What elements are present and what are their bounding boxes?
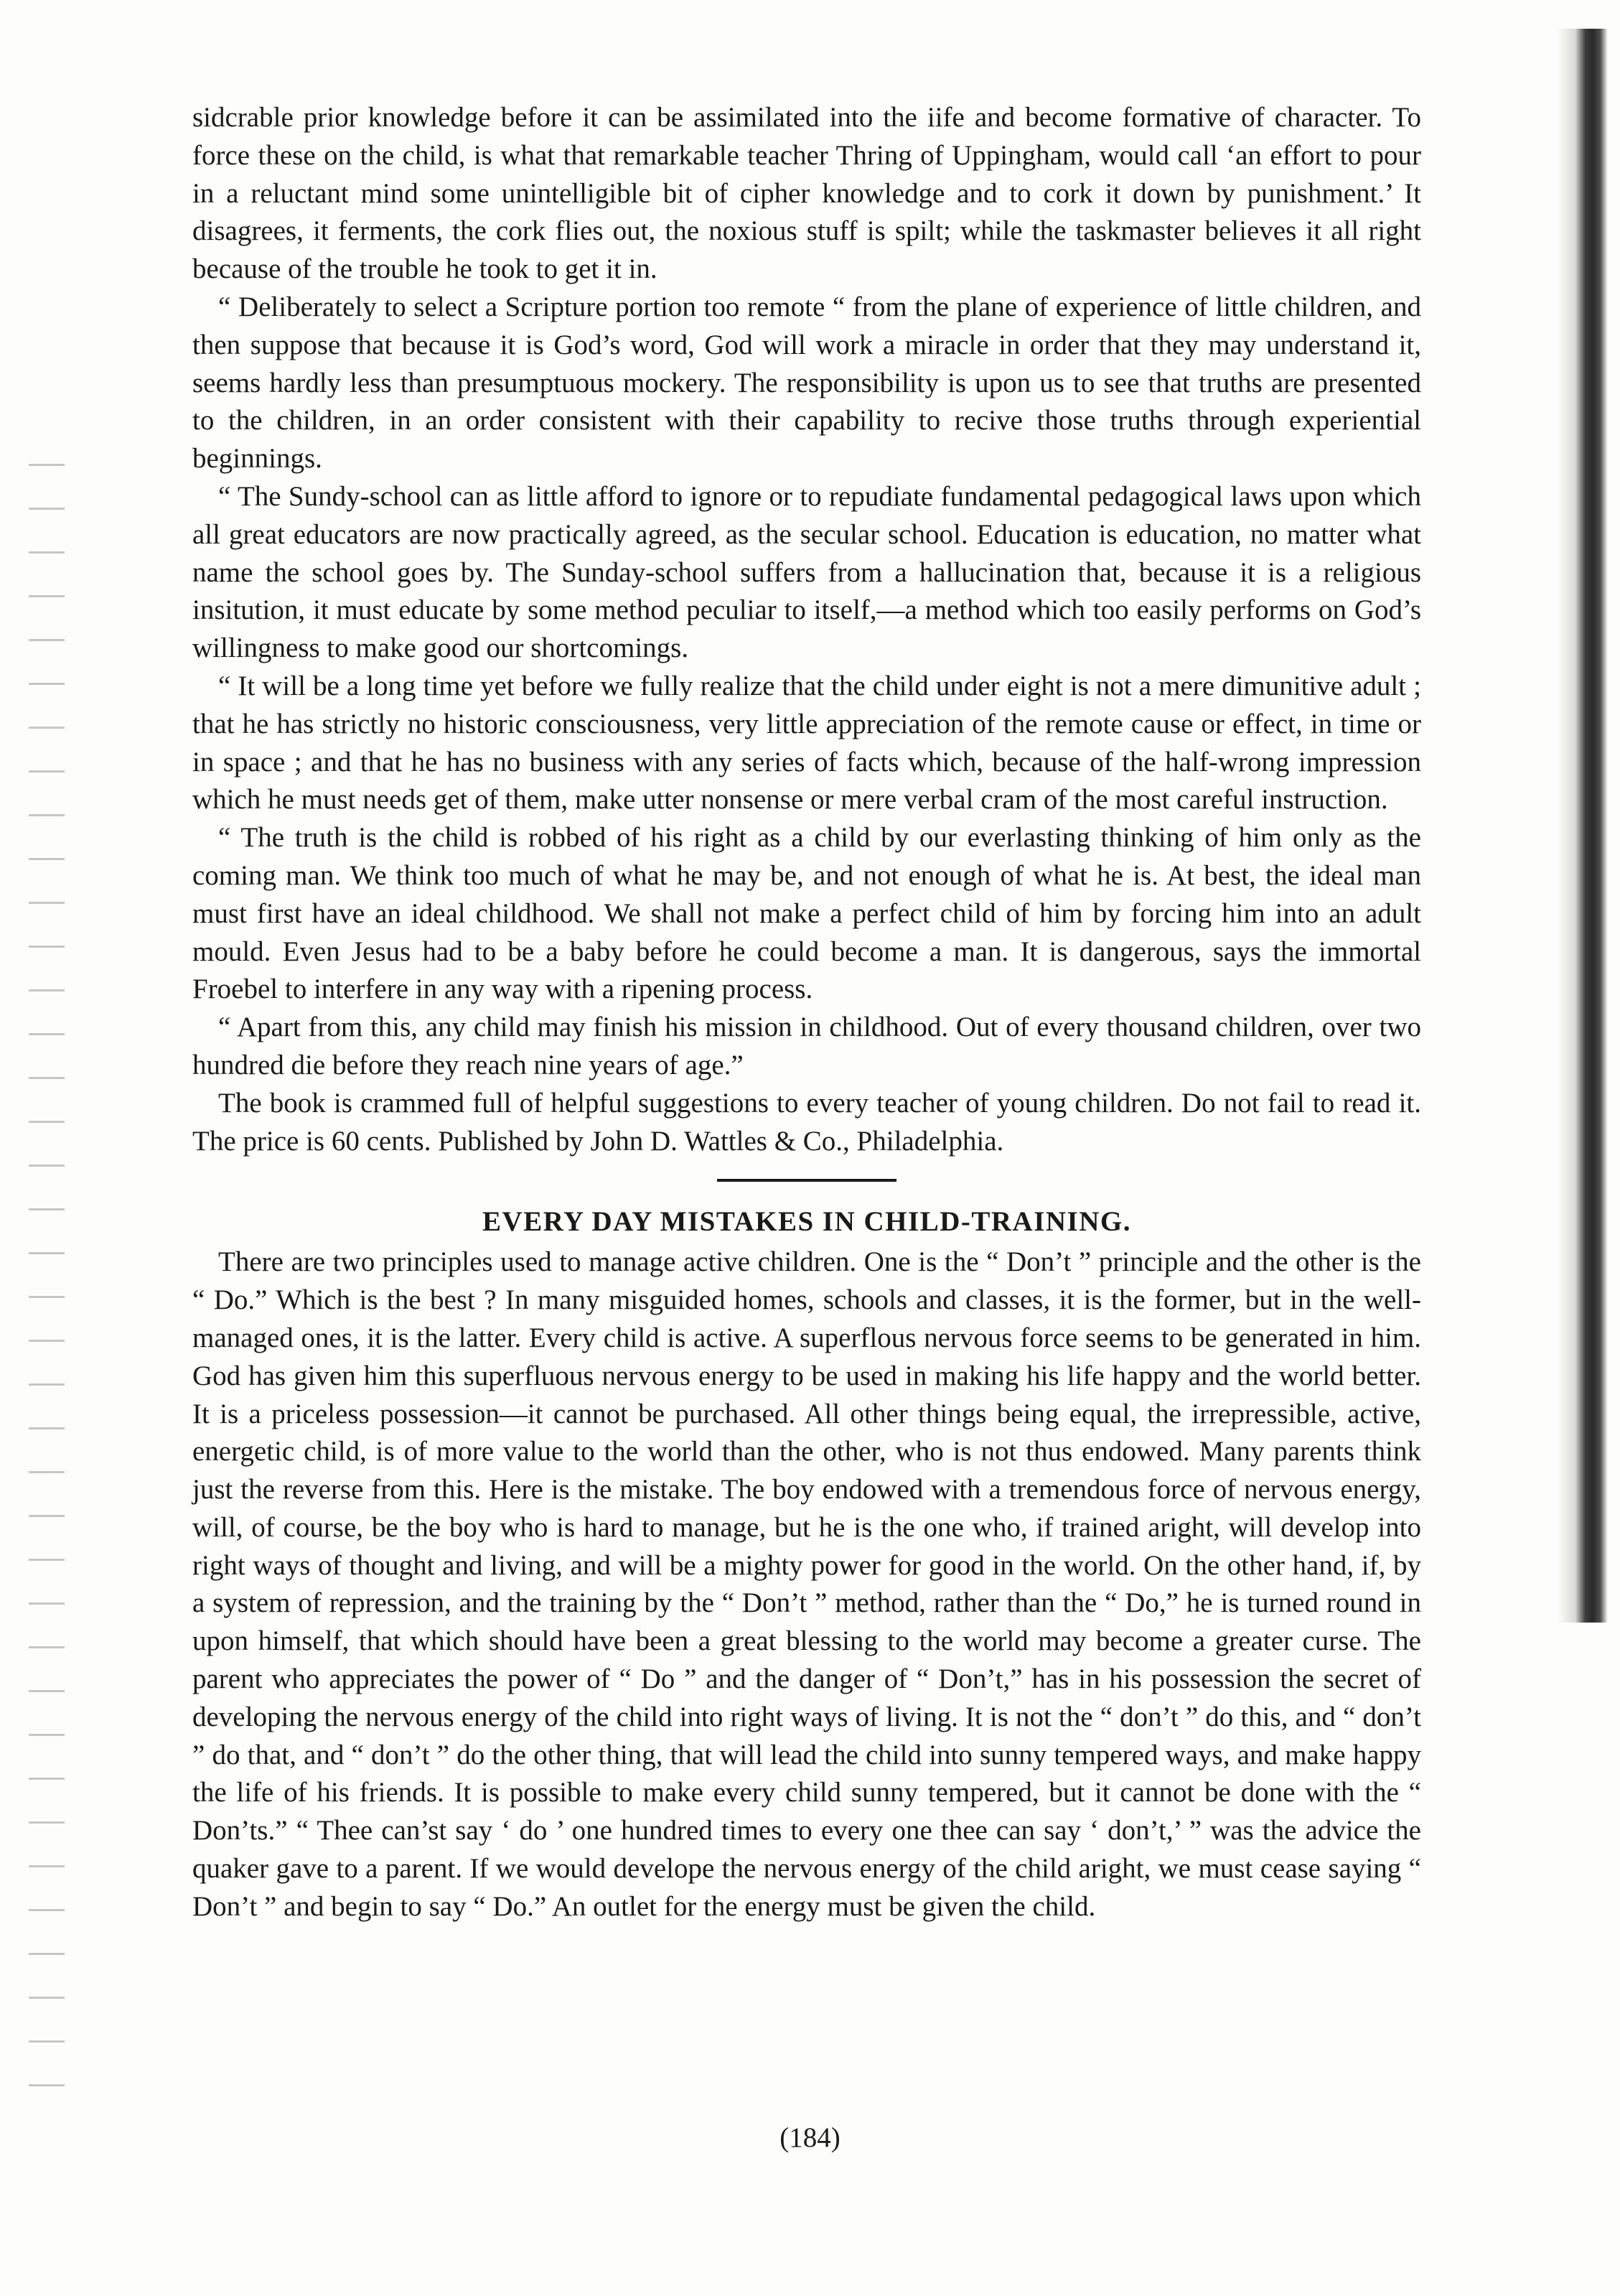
- paragraph: There are two principles used to manage active children. One is the “ Don’t ” principle and the other is the “ Do.” Which is the best ? In many misguided homes, schools and classes, it is the former, but in the well-managed ones, it is the latter. Every child is active. A superflous nervous force seems to be generated in him. God has given him this superfluous nervous energy to be used in making his life happy and the world better. It is a priceless possession—it cannot be purchased. All other things being equal, the irrepressible, active, energetic child, is of more value to the world than the other, who is not thus endowed. Many parents think just the reverse from this. Here is the mistake. The boy endowed with a tremendous force of nervous energy, will, of course, be the boy who is hard to manage, but he is the one who, if trained aright, will develop into right ways of thought and living, and will be a mighty power for good in the world. On the other hand, if, by a system of repression, and the training by the “ Don’t ” method, rather than the “ Do,” he is turned round in upon himself, that which should have been a great blessing to the world may become a greater curse. The parent who appreciates the power of “ Do ” and the danger of “ Don’t,” has in his possession the secret of developing the nervous energy of the child into right ways of living. It is not the “ don’t ” do this, and “ don’t ” do that, and “ don’t ” do the other thing, that will lead the child into sunny tempered ways, and make happy the life of his friends. It is possible to make every child sunny tempered, but it cannot be done with the “ Don’ts.” “ Thee can’st say ‘ do ’ one hundred times to every one thee can say ‘ don’t,’ ” was the advice the quaker gave to a parent. If we would develope the nervous energy of the child aright, we must cease saying “ Don’t ” and begin to say “ Do.” An outlet for the energy must be given the child.: [192, 1246, 1421, 1922]
- paragraph: “ Apart from this, any child may finish his mission in childhood. Out of every thousand children, over two hundred die before they reach nine years of age.”: [192, 1012, 1421, 1081]
- paragraph: “ Deliberately to select a Scripture portion too remote “ from the plane of experience of little children, and then suppose that because it is God’s word, God will work a miracle in order that they may understand it, seems hardly less than presumptuous mockery. The responsibility is upon us to see that truths are presented to the children, in an order consistent with their capability to recive those truths through experiential beginnings.: [192, 291, 1421, 475]
- paragraph: “ The Sundy-school can as little afford to ignore or to repudiate fundamental pedagogical laws upon which all great educators are now practically agreed, as the secular school. Education is education, no matter what name the school goes by. The Sunday-school suffers from a hallucination that, because it is a religious insitution, it must educate by some method peculiar to itself,—a method which too easily performs on God’s willingness to make good our shortcomings.: [192, 480, 1421, 664]
- page-number: (184): [779, 2122, 841, 2153]
- paragraph: The book is crammed full of helpful suggestions to every teacher of young children. Do not fail to read it. The price is 60 cents. Published by John D. Wattles & Co., Philadelphia.: [192, 1087, 1421, 1157]
- paragraph: sidcrable prior knowledge before it can be assimilated into the iife and become formative of character. To force these on the child, is what that remarkable teacher Thring of Uppingham, would call ‘an effort to pour in a reluctant mind some unintelligible bit of cipher knowledge and to cork it down by punishment.’ It disagrees, it ferments, the cork flies out, the noxious stuff is spilt; while the taskmaster believes it all right because of the trouble he took to get it in.: [192, 102, 1421, 285]
- paragraph: “ It will be a long time yet before we fully realize that the child under eight is not a mere dimunitive adult ; that he has strictly no historic consciousness, very little appreciation of the remote cause or effect, in time or in space ; and that he has no business with any series of facts which, because of the half-wrong impression which he must needs get of them, make utter nonsense or mere verbal cram of the most careful instruction.: [192, 670, 1421, 816]
- paragraph: “ The truth is the child is robbed of his right as a child by our everlasting thinking of him only as the coming man. We think too much of what he may be, and not enough of what he is. At best, the ideal man must first have an ideal childhood. We shall not make a perfect child of him by forcing him into an adult mould. Even Jesus had to be a baby before he could become a man. It is dangerous, says the immortal Froebel to interfere in any way with a ripening process.: [192, 822, 1421, 1005]
- section-divider: [717, 1179, 896, 1182]
- page-body: [192, 99, 1421, 1926]
- section-heading: EVERY DAY MISTAKES IN CHILD-TRAINING.: [482, 1206, 1131, 1238]
- scanned-binding-shadow: [1558, 29, 1608, 1623]
- scanned-edge-noise: [29, 445, 65, 2096]
